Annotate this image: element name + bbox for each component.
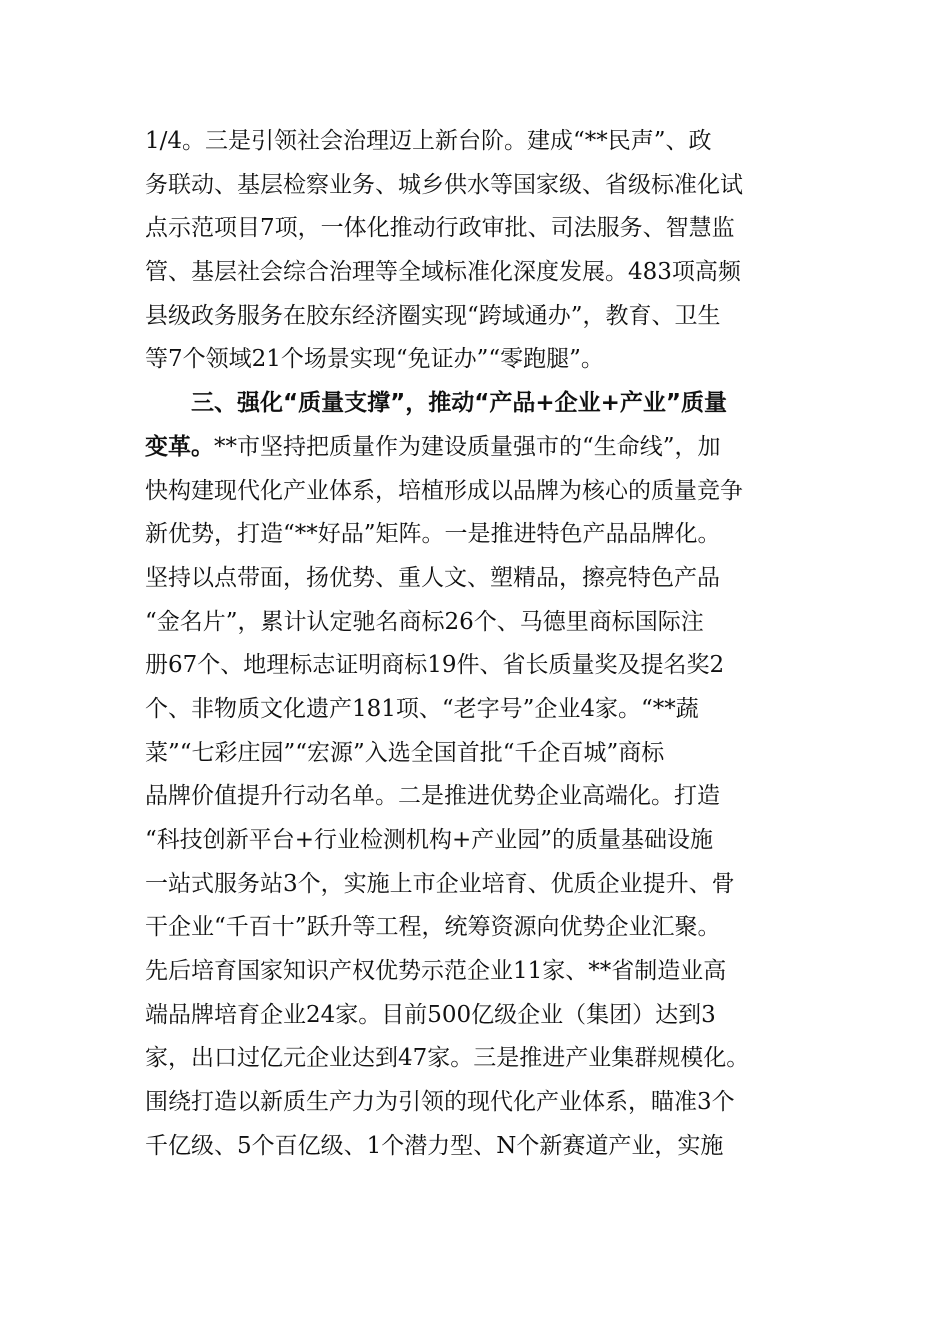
text-line (145, 426, 807, 470)
text-span: **市坚持把质量作为建设质量强市的“生命线”，加 (214, 433, 721, 460)
text-line: 1/4。三是引领社会治理迈上新台阶。建成“**民声”、政 (145, 128, 712, 154)
document-page (145, 120, 807, 1169)
section-heading: 三、强化“质量支撑”，推动“产品+企业+产业”质量 (191, 390, 728, 417)
text-line: 册67个、地理标志证明商标19件、省长质量奖及提名奖2 (145, 652, 725, 679)
text-line: 品牌价值提升行动名单。二是推进优势企业高端化。打造 (145, 783, 720, 810)
text-line: 家，出口过亿元企业达到47家。三是推进产业集群规模化。 (145, 1045, 750, 1072)
text-line: 点示范项目7项，一体化推动行政审批、司法服务、智慧监 (145, 215, 735, 242)
paragraph-social-governance (145, 120, 807, 382)
text-line: 县级政务服务在胶东经济圈实现“跨域通办”，教育、卫生 (145, 302, 721, 329)
text-line: 千亿级、5个百亿级、1个潜力型、N个新赛道产业，实施 (145, 1132, 724, 1159)
text-line: 端品牌培育企业24家。目前500亿级企业（集团）达到3 (145, 1001, 716, 1028)
text-line: 一站式服务站3个，实施上市企业培育、优质企业提升、骨 (145, 870, 735, 897)
text-line: “金名片”，累计认定驰名商标26个、马德里商标国际注 (145, 608, 704, 635)
text-line: 干企业“千百十”跃升等工程，统筹资源向优势企业汇聚。 (145, 914, 721, 941)
text-line: 快构建现代化产业体系，培植形成以品牌为核心的质量竞争 (145, 477, 743, 504)
text-line: 等7个领域21个场景实现“免证办”“零跑腿”。 (145, 346, 604, 373)
text-line: 务联动、基层检察业务、城乡供水等国家级、省级标准化试 (145, 171, 743, 198)
text-line: “科技创新平台+行业检测机构+产业园”的质量基础设施 (145, 827, 714, 853)
text-line: 新优势，打造“**好品”矩阵。一是推进特色产品品牌化。 (145, 521, 721, 548)
text-line: 个、非物质文化遗产181项、“老字号”企业4家。“**蔬 (145, 695, 699, 722)
section-heading-tail: 变革。 (145, 433, 214, 460)
text-line: 坚持以点带面，扬优势、重人文、塑精品，擦亮特色产品 (145, 564, 720, 591)
text-line: 先后培育国家知识产权优势示范企业11家、**省制造业高 (145, 958, 727, 985)
text-line: 围绕打造以新质生产力为引领的现代化产业体系，瞄准3个 (145, 1089, 735, 1116)
text-line: 管、基层社会综合治理等全域标准化深度发展。483项高频 (145, 259, 741, 286)
text-line: 菜”“七彩庄园”“宏源”入选全国首批“千企百城”商标 (145, 739, 665, 766)
paragraph-quality-support (145, 382, 807, 1168)
